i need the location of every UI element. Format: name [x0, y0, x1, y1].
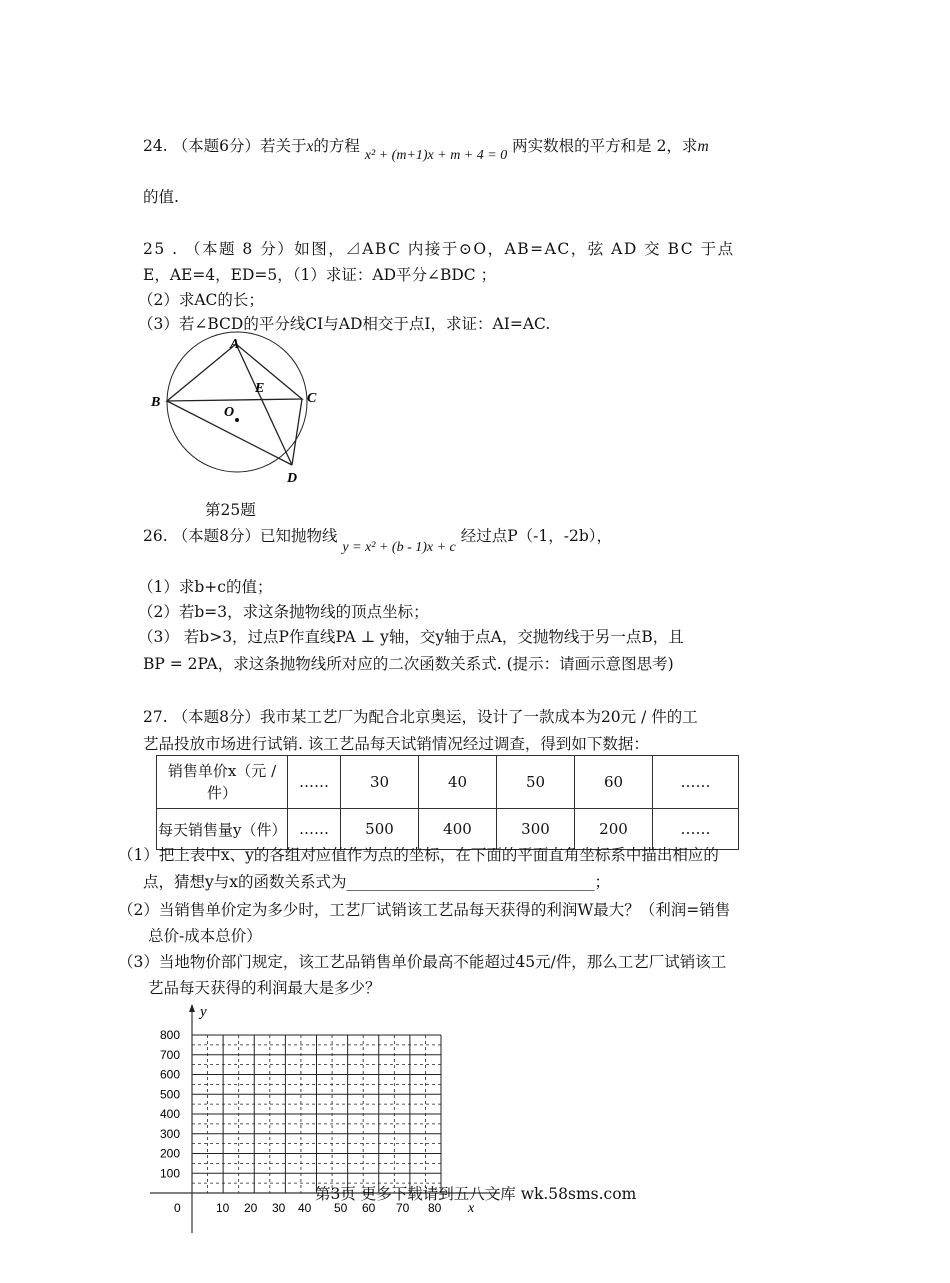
origin-label: 0	[174, 1201, 181, 1215]
table-cell: 30	[341, 756, 419, 809]
table-cell: ……	[653, 756, 739, 809]
y-tick-label: 300	[160, 1126, 181, 1141]
q24-equation: x² + (m+1)x + m + 4 = 0	[364, 148, 508, 163]
q26-line1: 26. （本题8分）已知抛物线 y = x² + (b - 1)x + c 经过点P（-1，-2b），	[143, 527, 613, 555]
q24-line2: 的值.	[143, 188, 179, 206]
q27-p1b: 点，猜想y与x的函数关系式为________________________________；	[143, 873, 610, 891]
x-tick-label: 80	[428, 1201, 442, 1215]
q26-line4: （3） 若b>3，过点P作直线PA ⊥ y轴，交y轴于点A，交抛物线于另一点B，且	[138, 628, 684, 646]
y-axis-arrow	[189, 1004, 195, 1012]
q25-line4: （3）若∠BCD的平分线CI与AD相交于点I，求证：AI=AC.	[138, 315, 551, 333]
x-tick-label: 40	[298, 1201, 312, 1215]
x-tick-label: 10	[216, 1201, 230, 1215]
y-tick-label: 400	[160, 1107, 181, 1121]
label-d: D	[287, 471, 298, 486]
row-header-volume: 每天销售量y（件）	[157, 809, 288, 850]
table-cell: ……	[653, 809, 739, 850]
q24-line1: 24. （本题6分）若关于x的方程 x² + (m+1)x + m + 4 = 0 两实数根的平方和是 2，求m	[143, 137, 709, 163]
table-cell: 300	[497, 809, 575, 850]
y-axis-label: y	[200, 1004, 207, 1020]
y-tick-label: 100	[160, 1166, 181, 1181]
table-cell: 40	[419, 756, 497, 809]
table-cell: ……	[288, 809, 341, 850]
table-cell: 60	[575, 756, 653, 809]
q25-line3: （2）求AC的长；	[138, 291, 264, 309]
table-cell: 200	[575, 809, 653, 850]
q25-circle-figure	[145, 330, 325, 490]
x-tick-label: 20	[244, 1201, 258, 1215]
x-tick-label: 30	[272, 1201, 286, 1215]
q25-line1: 25 . （本题 8 分）如图，⊿ABC 内接于⊙O，AB=AC，弦 AD 交 BC 于点	[143, 240, 735, 258]
label-e: E	[255, 381, 265, 396]
q26-line5: BP = 2PA，求这条抛物线所对应的二次函数关系式. (提示：请画示意图思考)	[143, 655, 674, 673]
q27-p3b: 艺品每天获得的利润最大是多少？	[148, 979, 381, 997]
table-cell: 400	[419, 809, 497, 850]
center-dot	[235, 418, 239, 422]
label-c: C	[307, 391, 317, 406]
q25-line2: E，AE=4，ED=5，（1）求证：AD平分∠BDC ；	[143, 266, 497, 284]
q27-p2a: （2）当销售单价定为多少时，工艺厂试销该工艺品每天获得的利润W最大？（利润=销售	[118, 901, 731, 919]
q27-p2b: 总价-成本总价）	[148, 927, 262, 945]
table-row	[157, 756, 739, 809]
label-o: O	[224, 405, 235, 420]
x-axis-label: x	[468, 1201, 475, 1216]
y-tick-label: 800	[160, 1028, 181, 1042]
q26-equation: y = x² + (b - 1)x + c	[342, 540, 456, 555]
label-a: A	[230, 337, 240, 352]
q25-caption: 第25题	[205, 501, 256, 519]
chord-ad	[236, 344, 292, 465]
q27-line1: 27. （本题8分）我市某工艺厂为配合北京奥运，设计了一款成本为20元 / 件的工	[143, 708, 698, 726]
y-tick-label: 700	[160, 1047, 181, 1062]
coordinate-grid	[140, 1000, 500, 1240]
q27-line2: 艺品投放市场进行试销. 该工艺品每天试销情况经过调查，得到如下数据：	[143, 735, 649, 753]
x-tick-label: 60	[362, 1201, 376, 1215]
page-footer: 第3页 更多下载请到五八文库 wk.58sms.com	[315, 1185, 637, 1203]
y-tick-label: 500	[160, 1087, 181, 1102]
q26-line2: （1）求b+c的值；	[138, 578, 273, 596]
y-tick-label: 200	[160, 1146, 181, 1161]
row-header-price: 销售单价x（元 / 件）	[157, 756, 288, 809]
q27-p1a: （1）把上表中x、y的各组对应值作为点的坐标，在下面的平面直角坐标系中描出相应的	[118, 846, 719, 864]
y-tick-label: 600	[160, 1067, 181, 1082]
table-cell: ……	[288, 756, 341, 809]
q26-line3: （2）若b=3，求这条抛物线的顶点坐标；	[138, 603, 429, 621]
table-cell: 50	[497, 756, 575, 809]
q27-p3a: （3）当地物价部门规定，该工艺品销售单价最高不能超过45元/件，那么工艺厂试销该工	[118, 953, 727, 971]
q27-data-table	[156, 755, 739, 850]
x-tick-label: 70	[396, 1201, 410, 1215]
table-cell: 500	[341, 809, 419, 850]
label-b: B	[151, 395, 161, 410]
x-tick-label: 50	[334, 1201, 348, 1215]
